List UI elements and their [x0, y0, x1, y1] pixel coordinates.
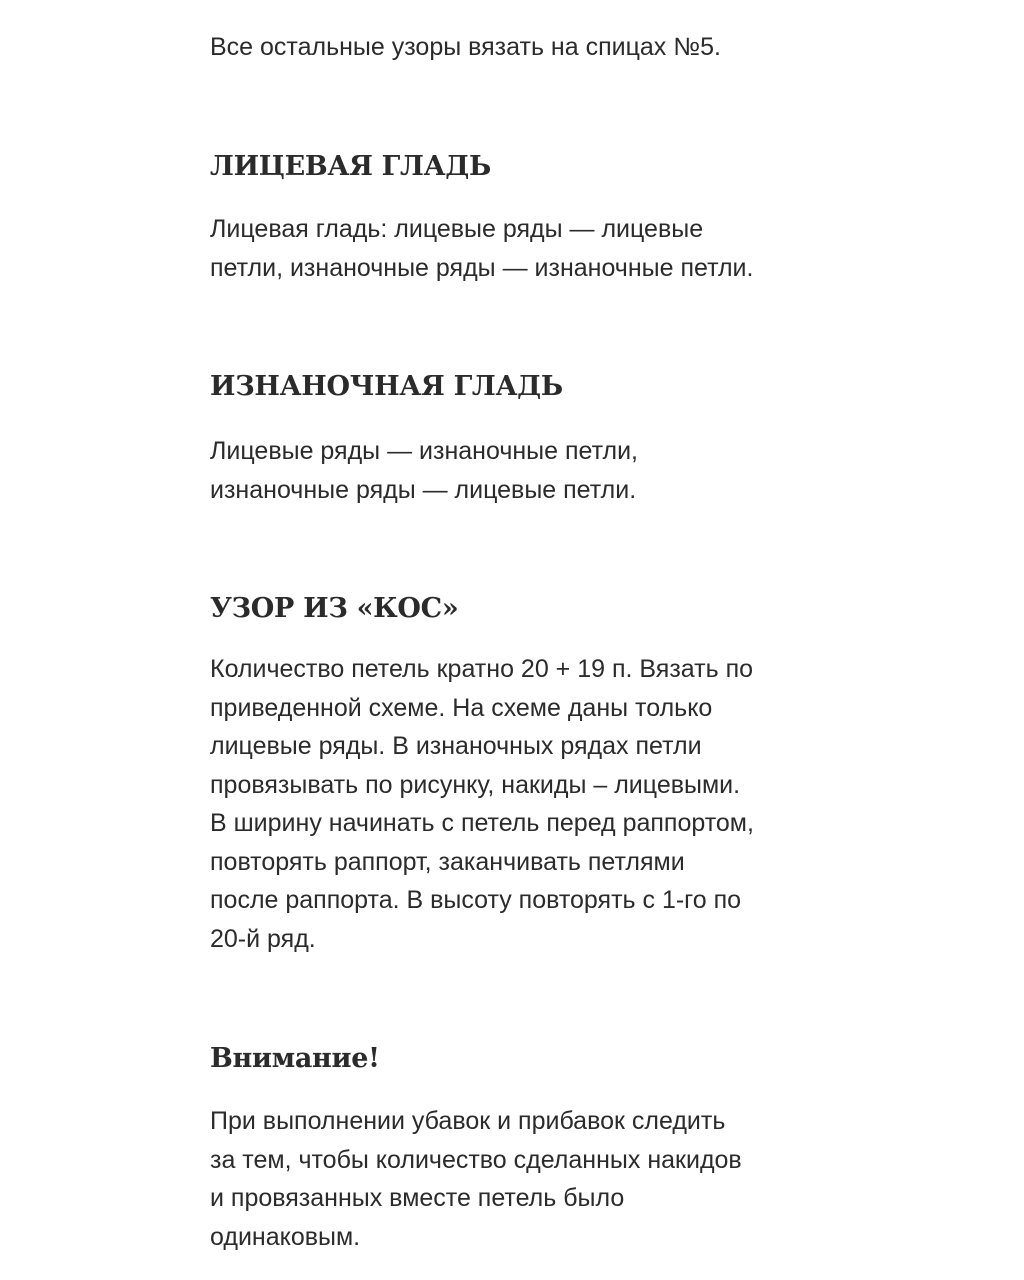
section-heading-cable-pattern: УЗОР ИЗ «КОС»: [210, 593, 459, 624]
body-line: одинаковым.: [210, 1222, 361, 1251]
body-line: изнаночные ряды — лицевые петли.: [210, 475, 637, 504]
section-body-face-stitch: [210, 210, 820, 287]
body-line: При выполнении убавок и прибавок следить: [210, 1107, 726, 1135]
body-line: Лицевая гладь: лицевые ряды — лицевые: [210, 215, 704, 243]
section-body-cable-pattern: [210, 650, 820, 958]
section-heading-face-stitch: ЛИЦЕВАЯ ГЛАДЬ: [210, 151, 491, 182]
body-line: за тем, чтобы количество сделанных накидов: [210, 1145, 742, 1174]
section-body-purl-stitch: [210, 432, 820, 509]
body-line: В ширину начинать с петель перед раппортом,: [210, 809, 754, 837]
section-body-attention: [210, 1102, 820, 1256]
intro-paragraph: Все остальные узоры вязать на спицах №5.: [210, 33, 721, 61]
body-line: петли, изнаночные ряды — изнаночные петли.: [210, 253, 754, 282]
body-line: провязывать по рисунку, накиды – лицевыми.: [210, 770, 741, 799]
body-line: после раппорта. В высоту повторять с 1-го по: [210, 886, 742, 914]
section-heading-purl-stitch: ИЗНАНОЧНАЯ ГЛАДЬ: [210, 371, 563, 402]
body-line: лицевые ряды. В изнаночных рядах петли: [210, 732, 702, 760]
body-line: повторять раппорт, заканчивать петлями: [210, 847, 685, 876]
section-heading-attention: Внимание!: [210, 1043, 380, 1074]
body-line: приведенной схеме. На схеме даны только: [210, 693, 713, 722]
body-line: Лицевые ряды — изнаночные петли,: [210, 437, 638, 465]
body-line: и провязанных вместе петель было: [210, 1184, 625, 1212]
body-line: Количество петель кратно 20 + 19 п. Вязать по: [210, 655, 754, 683]
body-line: 20-й ряд.: [210, 924, 316, 953]
